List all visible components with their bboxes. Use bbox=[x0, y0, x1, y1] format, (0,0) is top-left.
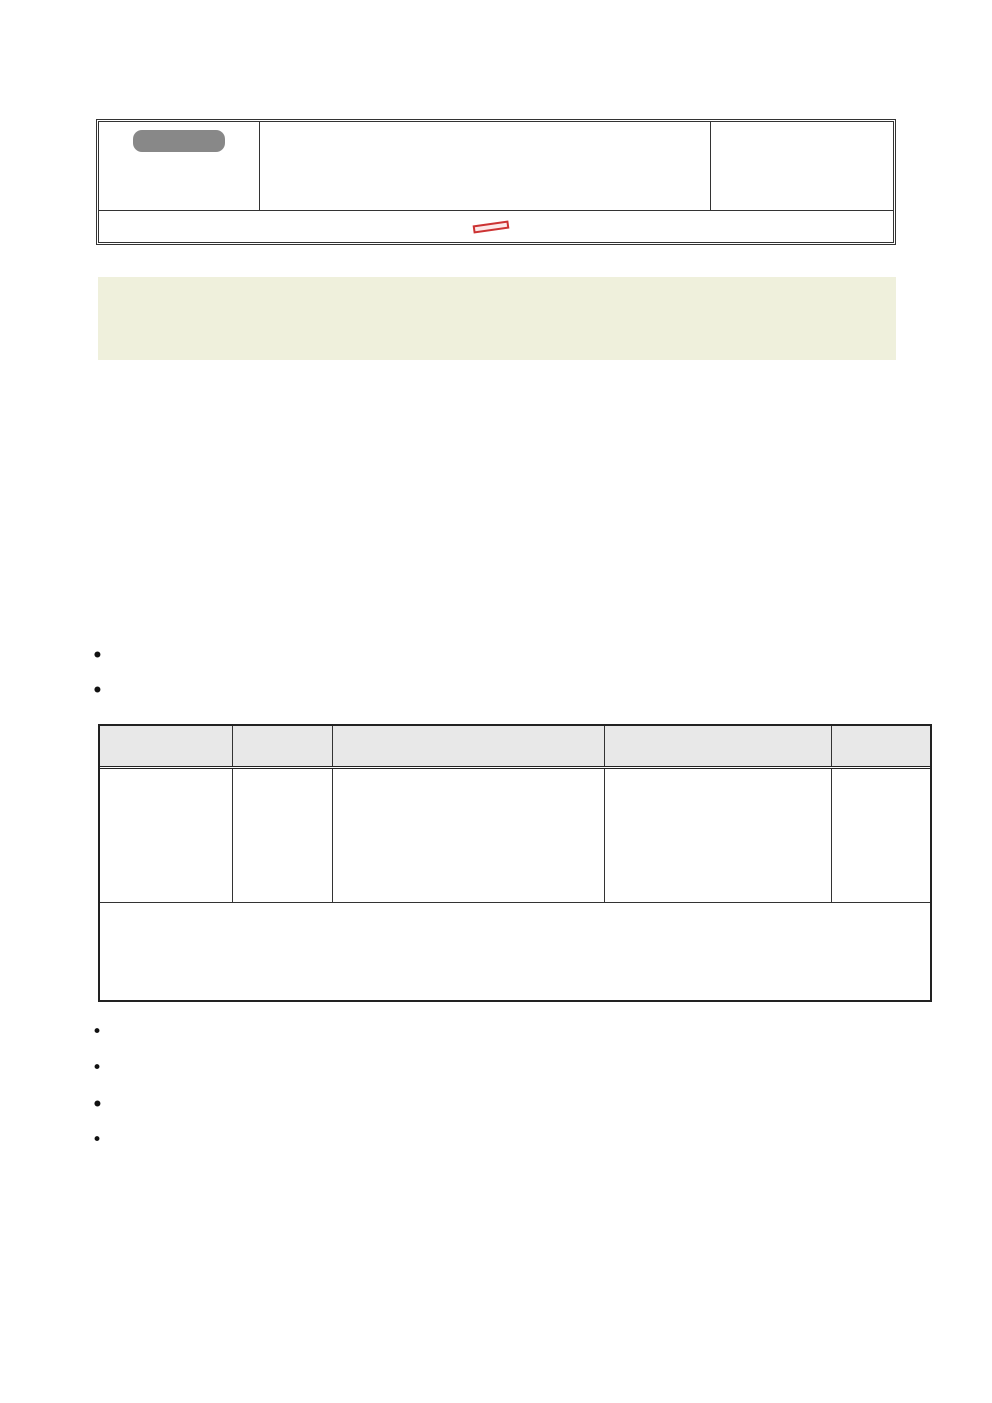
table-header-target bbox=[233, 726, 333, 766]
department-info bbox=[710, 122, 893, 210]
table-header-period bbox=[333, 726, 605, 766]
table-cell-period bbox=[333, 769, 605, 902]
table-header-program bbox=[100, 726, 233, 766]
slogan-row bbox=[99, 210, 893, 242]
newsletter-header bbox=[96, 119, 896, 245]
banner-color-bar-top bbox=[98, 269, 896, 277]
table-header-count bbox=[832, 726, 930, 766]
table-cell-target bbox=[233, 769, 333, 902]
table-header-place bbox=[605, 726, 832, 766]
table-cell-program bbox=[100, 769, 233, 902]
motto-badge bbox=[133, 130, 225, 152]
school-motto bbox=[99, 122, 260, 210]
program-notes bbox=[100, 902, 930, 1000]
notice-title-banner bbox=[98, 277, 896, 360]
innovation-school-stamp bbox=[473, 221, 510, 234]
table-cell-place bbox=[605, 769, 832, 902]
banner-color-bar-bottom bbox=[98, 360, 896, 368]
table-cell-count bbox=[832, 769, 930, 902]
program-table bbox=[98, 724, 932, 1002]
